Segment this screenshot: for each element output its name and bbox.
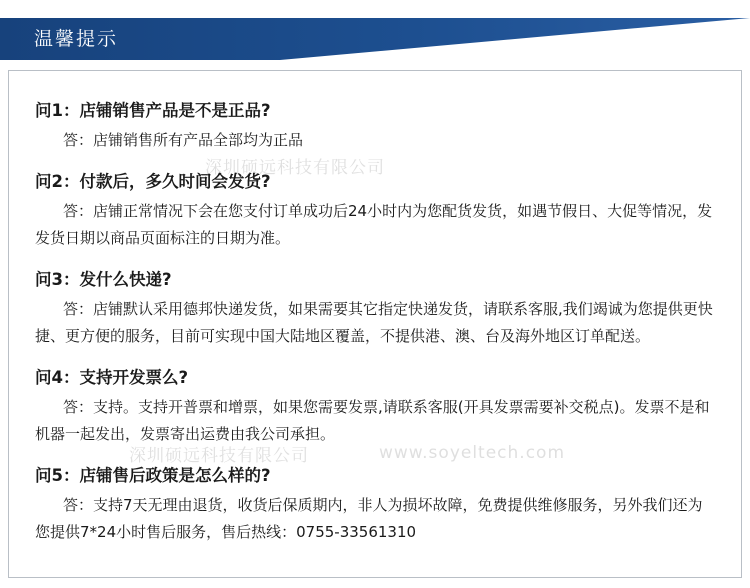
faq-list [9,71,741,546]
faq-answer: 答：店铺正常情况下会在您支付订单成功后24小时内为您配货发货，如遇节假日、大促等情况，发发货日期以商品页面标注的日期为准。 [35,202,713,247]
page-title: 温馨提示 [34,28,119,50]
faq-answer: 答：支持。支持开普票和增票，如果您需要发票,请联系客服(开具发票需要补交税点)。发票不是和机器一起发出，发票寄出运费由我公司承担。 [35,398,710,443]
watermark-company-1: 深圳硕远科技有限公司 [205,158,385,178]
faq-item [35,266,715,350]
faq-question: 问4：支持开发票么? [35,368,189,387]
faq-answer: 答：店铺默认采用德邦快递发货，如果需要其它指定快递发货，请联系客服,我们竭诚为您提供更快捷、更方便的服务，目前可实现中国大陆地区覆盖，不提供港、澳、台及海外地区订单配送。 [35,300,713,345]
faq-item [35,364,715,448]
faq-item [35,168,715,252]
faq-answer: 答：支持7天无理由退货，收货后保质期内，非人为损坏故障，免费提供维修服务，另外我们还为您提供7*24小时售后服务，售后热线：0755-33561310 [35,496,703,541]
faq-question: 问1：店铺销售产品是不是正品? [35,101,271,120]
faq-question: 问2：付款后，多久时间会发货? [35,172,271,191]
faq-item [35,97,715,154]
faq-question: 问3：发什么快递? [35,270,172,289]
faq-question: 问5：店铺售后政策是怎么样的? [35,466,271,485]
faq-answer: 答：店铺销售所有产品全部均为正品 [63,131,304,149]
faq-panel [8,70,742,578]
page-header [0,0,750,78]
faq-item [35,462,715,546]
watermark-company-2: 深圳硕远科技有限公司 [129,446,309,466]
watermark-website: www.soyeltech.com [379,443,566,463]
